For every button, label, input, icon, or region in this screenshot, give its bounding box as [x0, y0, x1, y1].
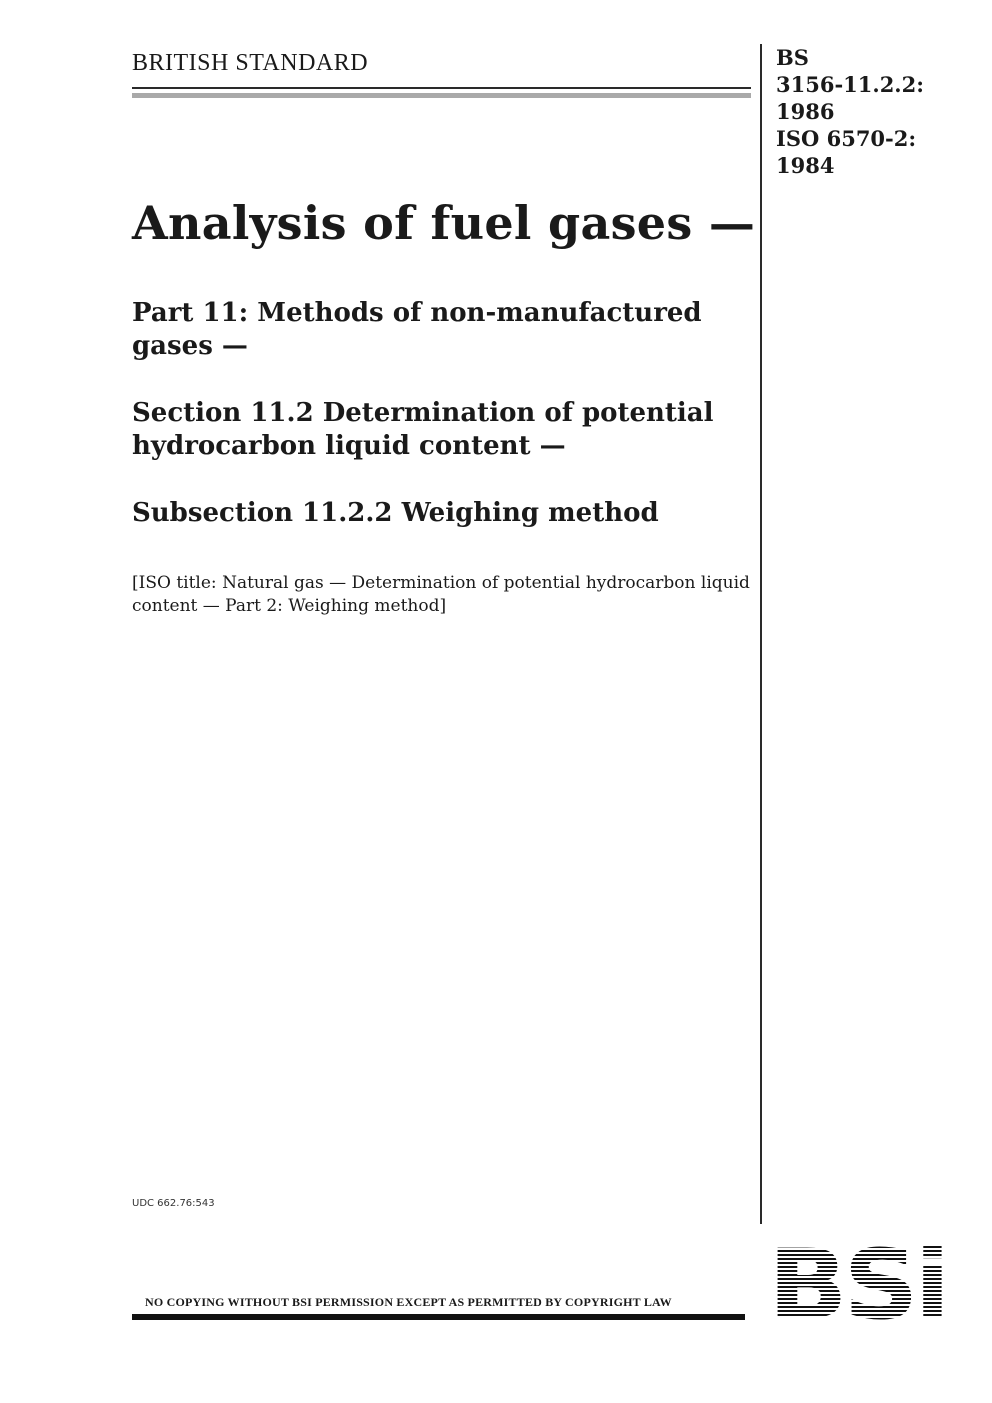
standard-number: 3156-11.2.2:	[776, 72, 924, 97]
footer-rule	[132, 1314, 745, 1320]
standard-numbers	[776, 44, 924, 179]
section-heading: Section 11.2 Determination of potential hydrocarbon liquid content —	[132, 398, 714, 461]
iso-title: [ISO title: Natural gas — Determination of potential hydrocarbon liquid content — Part 2: Weighing method]	[132, 573, 750, 616]
standard-number: 1984	[776, 153, 835, 178]
subsection-heading: Subsection 11.2.2 Weighing method	[132, 498, 659, 528]
header-rule-thick	[132, 93, 751, 98]
standard-number: 1986	[776, 99, 835, 124]
vertical-divider	[760, 44, 762, 1224]
header-rule	[132, 87, 751, 89]
bsi-logo	[768, 1242, 946, 1320]
copyright-notice: NO COPYING WITHOUT BSI PERMISSION EXCEPT AS PERMITTED BY COPYRIGHT LAW	[145, 1295, 672, 1309]
svg-text:BSi: BSi	[768, 1242, 946, 1320]
standard-number: ISO 6570-2:	[776, 126, 917, 151]
standard-number: BS	[776, 45, 809, 70]
udc-code: UDC 662.76:543	[132, 1198, 215, 1209]
part-heading: Part 11: Methods of non-manufactured gases —	[132, 298, 702, 361]
header-label: BRITISH STANDARD	[132, 50, 369, 76]
main-title: Analysis of fuel gases —	[132, 196, 756, 250]
